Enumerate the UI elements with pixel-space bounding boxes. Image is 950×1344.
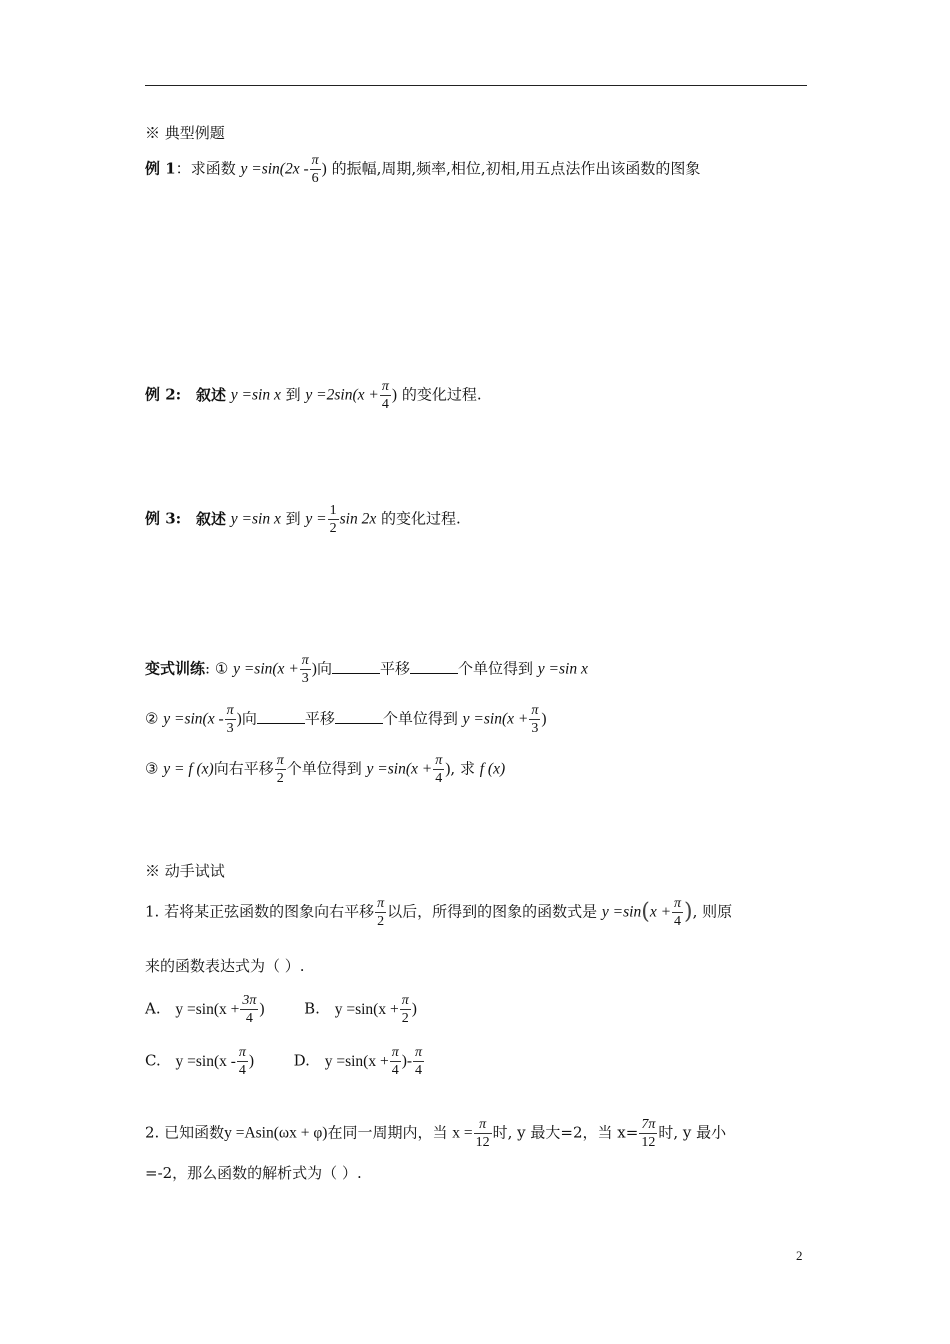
- example-3-f1: y =sin x: [230, 510, 281, 528]
- variant-label: 变式训练: [145, 659, 206, 678]
- option-d-label: D.: [293, 1051, 310, 1070]
- example-2-f2: y =2sin(x +: [305, 386, 379, 404]
- example-1-lead: 求函数: [190, 159, 236, 178]
- example-1-fraction: $\frac{\pi}{6}$: [311, 153, 319, 186]
- question-2-line-2: =-2，那么函数的解析式为（ ）.: [145, 1164, 362, 1182]
- answer-blank: [335, 709, 383, 724]
- option-c-fraction: $\frac{\pi}{4}$: [238, 1045, 246, 1078]
- option-c-label: C.: [145, 1051, 161, 1070]
- option-d-fraction-2: $\frac{\pi}{4}$: [415, 1045, 423, 1078]
- q1-func-fraction: $\frac{\pi}{4}$: [674, 896, 682, 929]
- circled-3: ③: [145, 759, 159, 778]
- example-3-fraction: $\frac{1}{2}$: [329, 503, 337, 536]
- circled-1: ①: [214, 659, 229, 678]
- variant-item-1: 变式训练: ① y =sin(x + $\frac{\pi}{3}$ )向 平移 个单位得到 y =sin x: [145, 653, 588, 686]
- variant-2-target-fraction: $\frac{\pi}{3}$: [531, 703, 539, 736]
- example-2-to: 到: [285, 385, 301, 404]
- example-2-lead: 叙述: [195, 385, 226, 404]
- option-d-fraction: $\frac{\pi}{4}$: [391, 1045, 399, 1078]
- header-rule: [145, 85, 807, 86]
- answer-blank: [410, 659, 458, 674]
- example-3: 例 3: 叙述 y =sin x 到 y = $\frac{1}{2}$ sin 2x 的变化过程.: [145, 503, 461, 536]
- example-3-f2: y =: [305, 510, 327, 528]
- example-3-label: 例 3:: [145, 509, 182, 528]
- example-1-task: 的振幅,周期,频率,相位,初相,用五点法作出该函数的图象: [331, 159, 701, 178]
- answer-blank: [257, 709, 305, 724]
- example-2: 例 2: 叙述 y =sin x 到 y =2sin(x + $\frac{\pi}{4}$ ) 的变化过程.: [145, 379, 482, 412]
- page-number: 2: [796, 1248, 803, 1263]
- example-1-func: y =sin(2x -: [240, 160, 309, 178]
- variant-3-target-fraction: $\frac{\pi}{4}$: [435, 753, 443, 786]
- question-1: 1. 若将某正弦函数的图象向右平移 $\frac{\pi}{2}$ 以后，所得到的图象的函数式是 y =sin(x + $\frac{\pi}{4}$ ), 则原: [145, 896, 733, 929]
- variant-item-3: ③ y = f (x)向右平移 $\frac{\pi}{2}$ 个单位得到 y =sin(x + $\frac{\pi}{4}$ ), 求 f (x): [145, 753, 506, 786]
- question-1-line-2: 来的函数表达式为（ ）.: [145, 957, 305, 975]
- example-3-to: 到: [285, 509, 301, 528]
- q2-x2-fraction: $\frac{7\pi}{12}$: [641, 1117, 656, 1150]
- example-2-tail: 的变化过程.: [401, 385, 482, 404]
- example-2-label: 例 2:: [145, 385, 182, 404]
- circled-2: ②: [145, 709, 159, 728]
- variant-item-2: ② y =sin(x - $\frac{\pi}{3}$ )向 平移 个单位得到 y =sin(x + $\frac{\pi}{3}$ ): [145, 703, 547, 736]
- example-1-colon: ：: [175, 159, 191, 178]
- section-heading-practice: ※ 动手试试: [145, 862, 225, 880]
- variant-3-fraction: $\frac{\pi}{2}$: [276, 753, 284, 786]
- section-heading-examples: ※ 典型例题: [145, 124, 225, 142]
- example-1: 例 1：求函数 y =sin(2x - $\frac{\pi}{6}$ ) 的振幅,周期,频率,相位,初相,用五点法作出该函数的图象: [145, 153, 701, 186]
- variant-1-fraction: $\frac{\pi}{3}$: [301, 653, 309, 686]
- option-b-fraction: $\frac{\pi}{2}$: [401, 993, 409, 1026]
- question-1-options-cd: C. y =sin(x - $\frac{\pi}{4}$ ) D. y =sin(x + $\frac{\pi}{4}$ )- $\frac{\pi}{4}$: [145, 1045, 423, 1078]
- q1-shift-fraction: $\frac{\pi}{2}$: [377, 896, 385, 929]
- example-2-fraction: $\frac{\pi}{4}$: [381, 379, 389, 412]
- q2-x1-fraction: $\frac{\pi}{12}$: [475, 1117, 490, 1150]
- example-3-tail: 的变化过程.: [381, 509, 461, 528]
- question-1-options-ab: A. y =sin(x + $\frac{3\pi}{4}$ ) B. y =sin(x + $\frac{\pi}{2}$ ): [145, 993, 417, 1026]
- variant-2-fraction: $\frac{\pi}{3}$: [226, 703, 234, 736]
- example-2-f1: y =sin x: [230, 386, 281, 404]
- option-a-label: A.: [145, 999, 161, 1018]
- answer-blank: [332, 659, 380, 674]
- option-a-fraction: $\frac{3\pi}{4}$: [242, 993, 257, 1026]
- option-b-label: B.: [304, 999, 320, 1018]
- example-3-lead: 叙述: [195, 509, 226, 528]
- question-2: 2. 已知函数y =Asin(ωx + φ)在同一周期内，当 x = $\frac{\pi}{12}$ 时, y 最大=2，当 x= $\frac{7\pi}{12}$ 时, y 最小: [145, 1117, 727, 1150]
- example-1-label: 例 1: [145, 159, 176, 178]
